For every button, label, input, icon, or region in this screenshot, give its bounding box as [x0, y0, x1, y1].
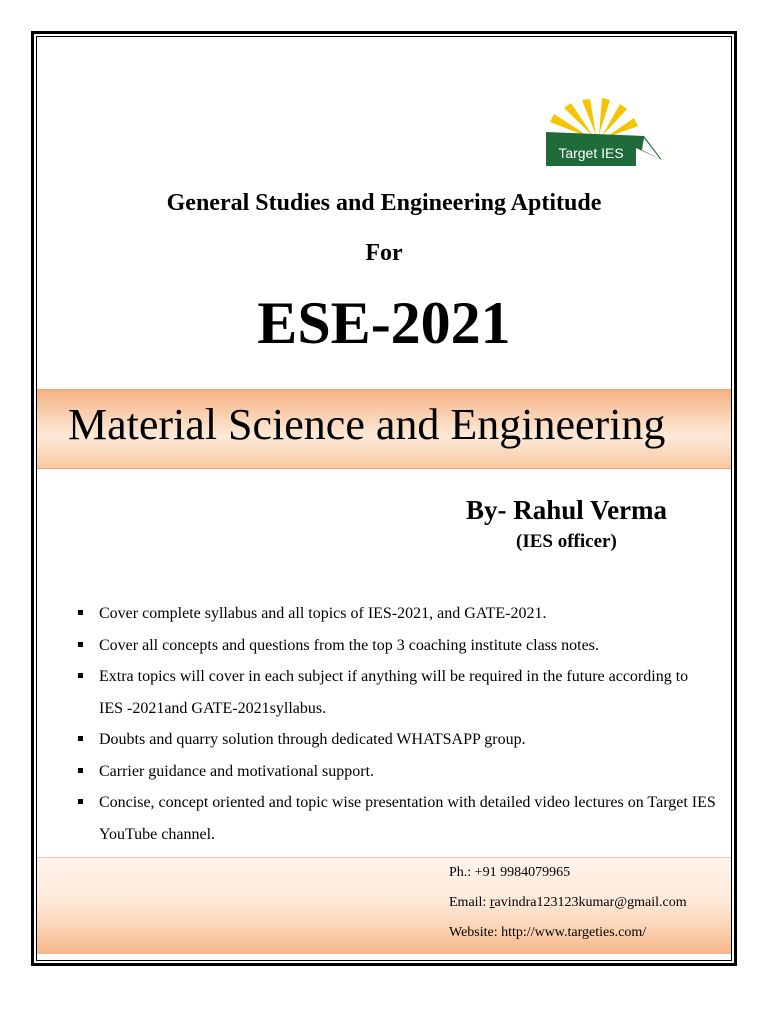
- list-item: [76, 787, 716, 850]
- bullet-square-icon: [78, 610, 83, 615]
- email-label: Email:: [449, 895, 490, 910]
- contact-website[interactable]: Website: http://www.targeties.com/: [449, 925, 647, 940]
- author-name: By- Rahul Verma: [466, 495, 668, 525]
- logo-text: Target IES: [558, 145, 624, 161]
- bullet-square-icon: [78, 673, 83, 678]
- bullet-square-icon: [78, 799, 83, 804]
- email-first-letter: r: [489, 895, 495, 910]
- list-item: [76, 598, 716, 630]
- contact-email: [449, 894, 687, 912]
- sun-rays-icon: [550, 98, 638, 138]
- bullet-square-icon: [78, 642, 83, 647]
- exam-title: ESE-2021: [257, 290, 511, 356]
- list-item: [76, 724, 716, 756]
- list-item: [76, 661, 716, 724]
- list-item-text: Carrier guidance and motivational support.: [99, 762, 375, 780]
- list-item-text: Extra topics will cover in each subject if anything will be required in the future according to IES -2021and GATE-2021syllabus.: [99, 668, 689, 717]
- list-item-text: Concise, concept oriented and topic wise presentation with detailed video lectures on Target IES YouTube channel.: [99, 794, 716, 843]
- list-item-text: Cover complete syllabus and all topics of IES-2021, and GATE-2021.: [99, 605, 547, 622]
- subject-title: Material Science and Engineering: [68, 400, 666, 449]
- header-line-1: General Studies and Engineering Aptitude: [166, 190, 602, 216]
- header-line-2: For: [365, 240, 403, 266]
- list-item-text: Doubts and quarry solution through dedicated WHATSAPP group.: [99, 731, 526, 748]
- list-item: [76, 630, 716, 662]
- list-item: [76, 756, 716, 788]
- email-rest: avindra123123kumar@gmail.com: [494, 895, 687, 910]
- bullet-square-icon: [78, 736, 83, 741]
- bullet-square-icon: [78, 768, 83, 773]
- author-role: (IES officer): [516, 531, 617, 552]
- list-item-text: Cover all concepts and questions from the top 3 coaching institute class notes.: [99, 636, 599, 654]
- contact-phone: Ph.: +91 9984079965: [449, 865, 571, 880]
- feature-list: [76, 598, 716, 850]
